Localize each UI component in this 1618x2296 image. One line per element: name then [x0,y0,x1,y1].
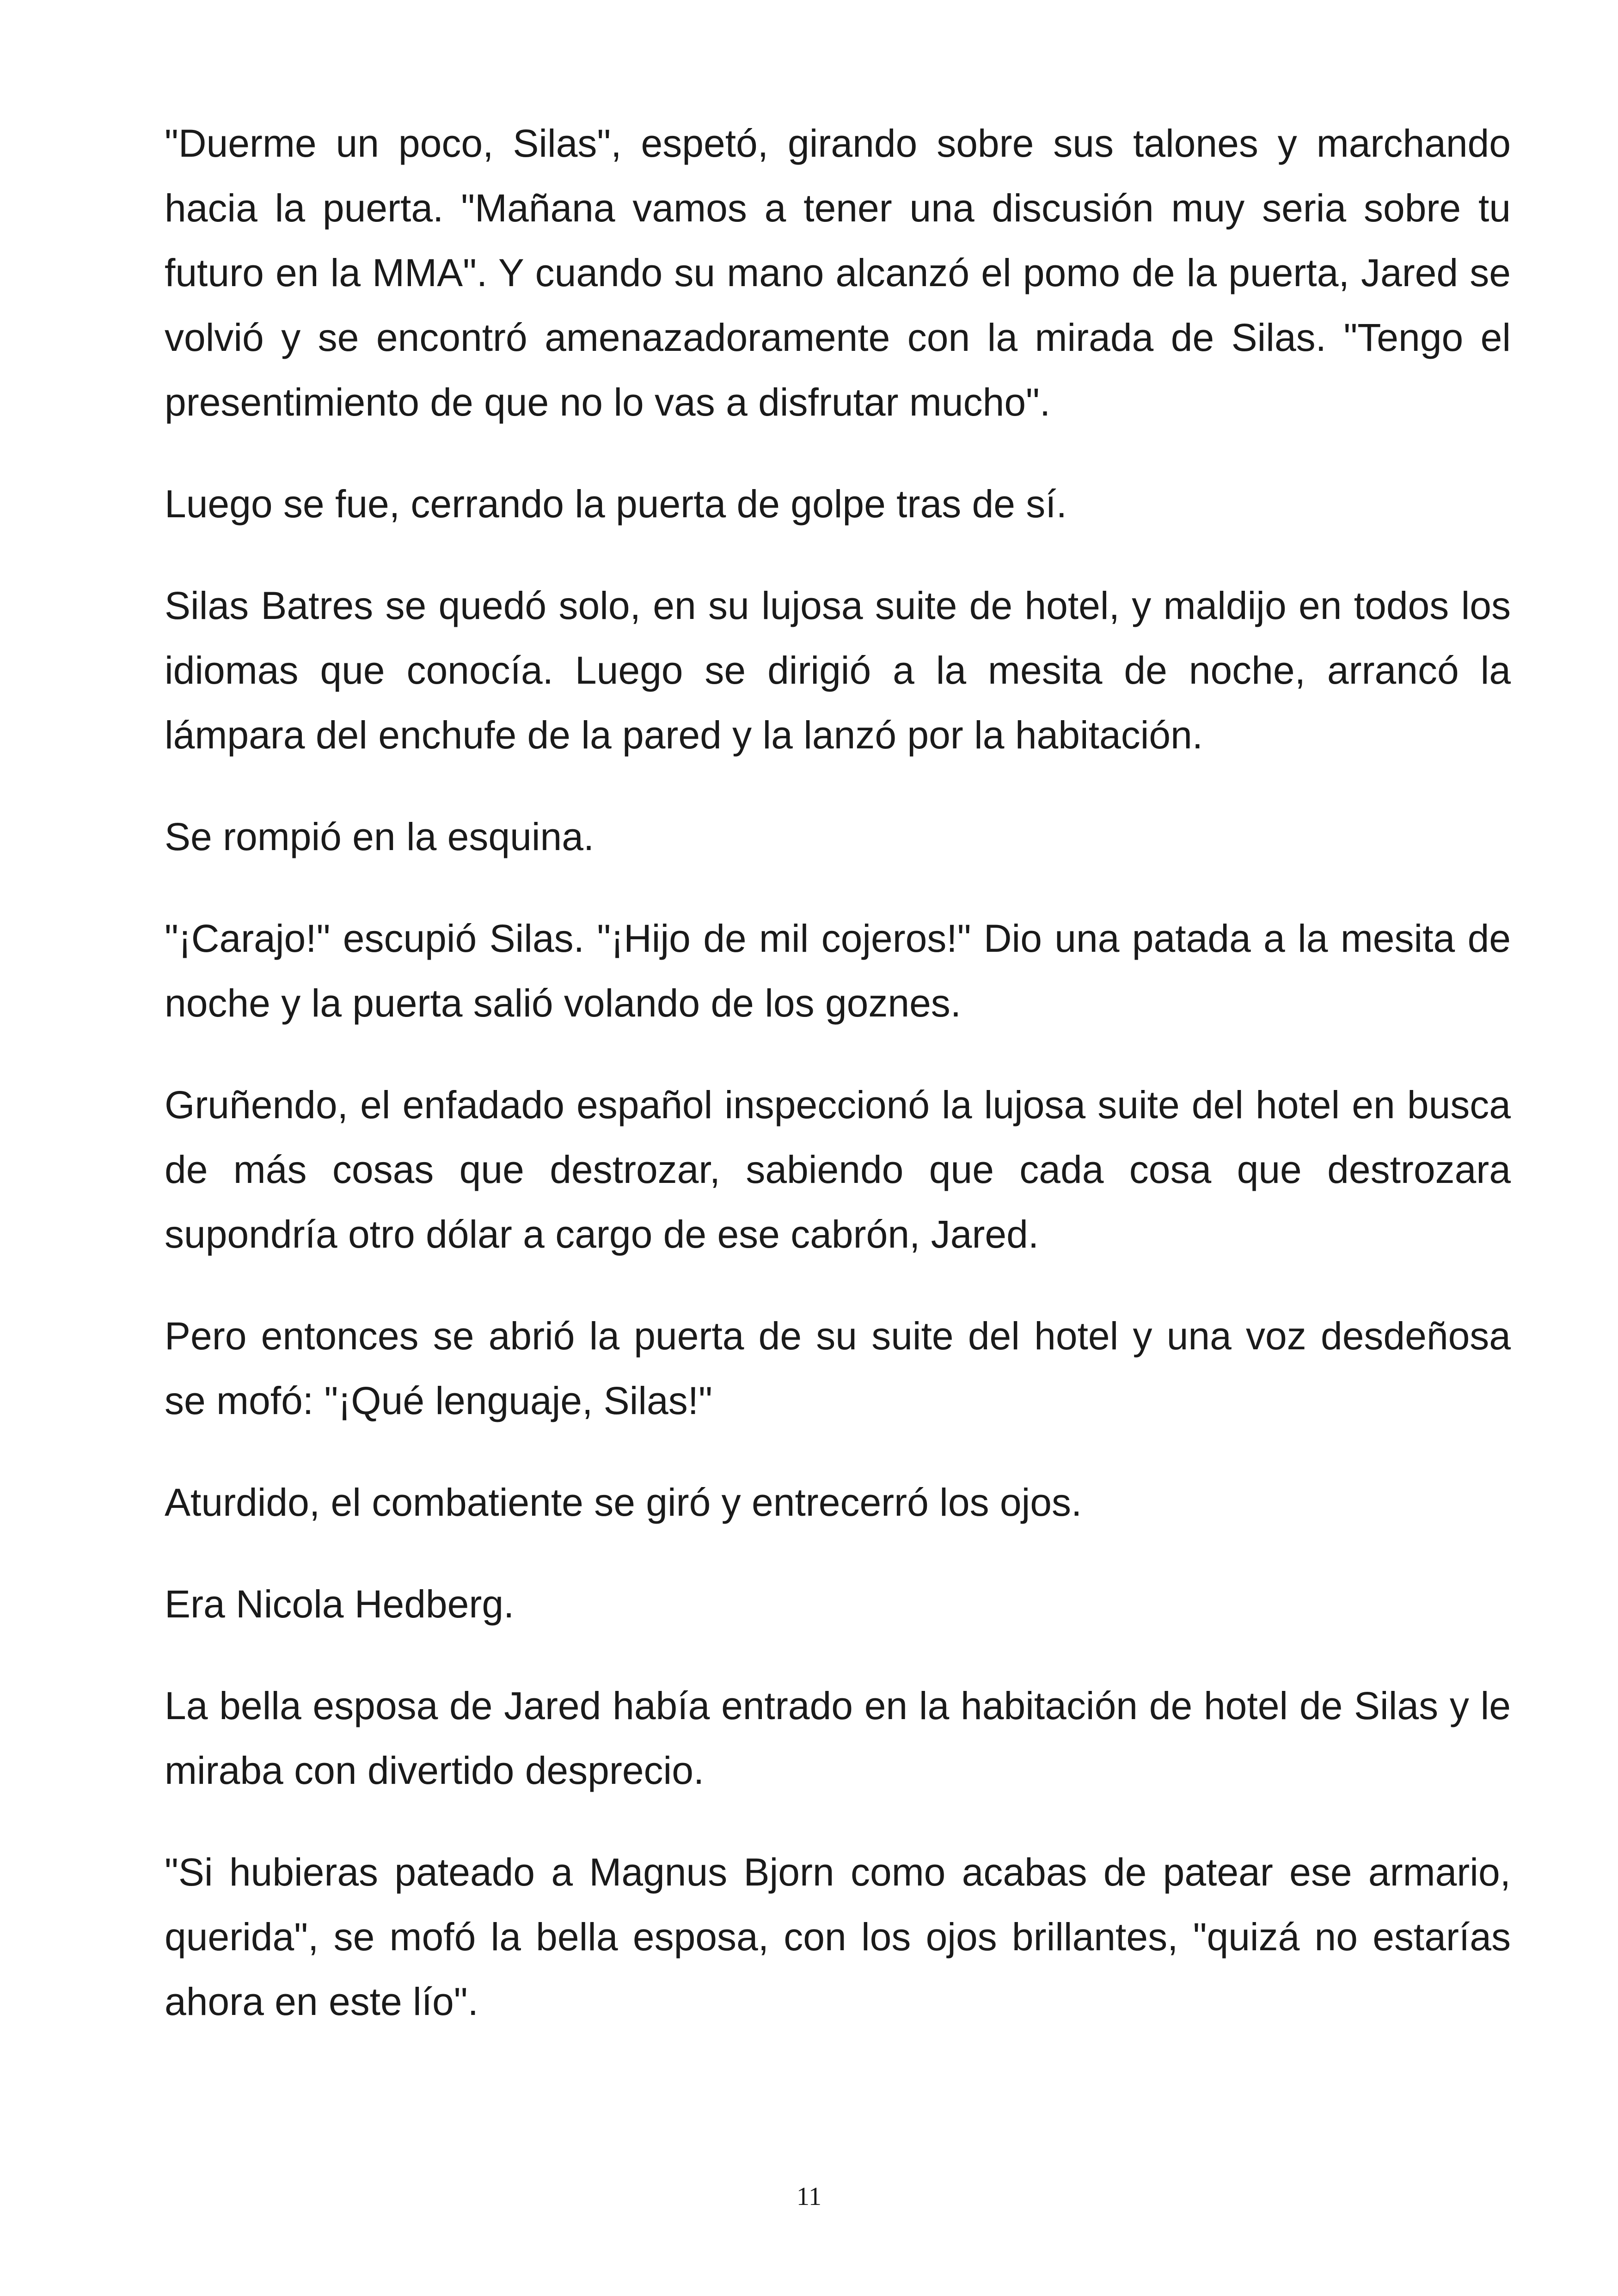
paragraph: "Duerme un poco, Silas", espetó, girando sobre sus talones y marchando hacia la puerta. "Mañana vamos a tener una discusión muy seria sobre tu futuro en la MMA". Y cuando su mano alcanzó el pomo de la puerta, Jared se volvió y se encontró amenazadoramente con la mirada de Silas. "Tengo el presentimiento de que no lo vas a disfrutar mucho". [165,122,1511,424]
paragraph: "¡Carajo!" escupió Silas. "¡Hijo de mil cojeros!" Dio una patada a la mesita de noche y la puerta salió volando de los goznes. [165,917,1511,1025]
paragraph: Silas Batres se quedó solo, en su lujosa suite de hotel, y maldijo en todos los idiomas que conocía. Luego se dirigió a la mesita de noche, arrancó la lámpara del enchufe de la pared y la lanzó por la habitación. [165,584,1511,757]
paragraph: Luego se fue, cerrando la puerta de golpe tras de sí. [165,482,1067,526]
paragraph: "Si hubieras pateado a Magnus Bjorn como acabas de patear ese armario, querida", se mofó la bella esposa, con los ojos brillantes, "quizá no estarías ahora en este lío". [165,1850,1511,2023]
page-number: 11 [797,2182,821,2211]
paragraph: Aturdido, el combatiente se giró y entrecerró los ojos. [165,1481,1082,1524]
paragraph: La bella esposa de Jared había entrado en la habitación de hotel de Silas y le miraba con divertido desprecio. [165,1684,1511,1792]
paragraph: Se rompió en la esquina. [165,815,594,858]
paragraph: Gruñendo, el enfadado español inspeccionó la lujosa suite del hotel en busca de más cosas que destrozar, sabiendo que cada cosa que destrozara supondría otro dólar a cargo de ese cabrón, Jared. [165,1083,1511,1256]
paragraph: Pero entonces se abrió la puerta de su suite del hotel y una voz desdeñosa se mofó: "¡Qué lenguaje, Silas!" [165,1314,1511,1422]
text-body [165,111,1511,2071]
paragraph: Era Nicola Hedberg. [165,1582,515,1626]
